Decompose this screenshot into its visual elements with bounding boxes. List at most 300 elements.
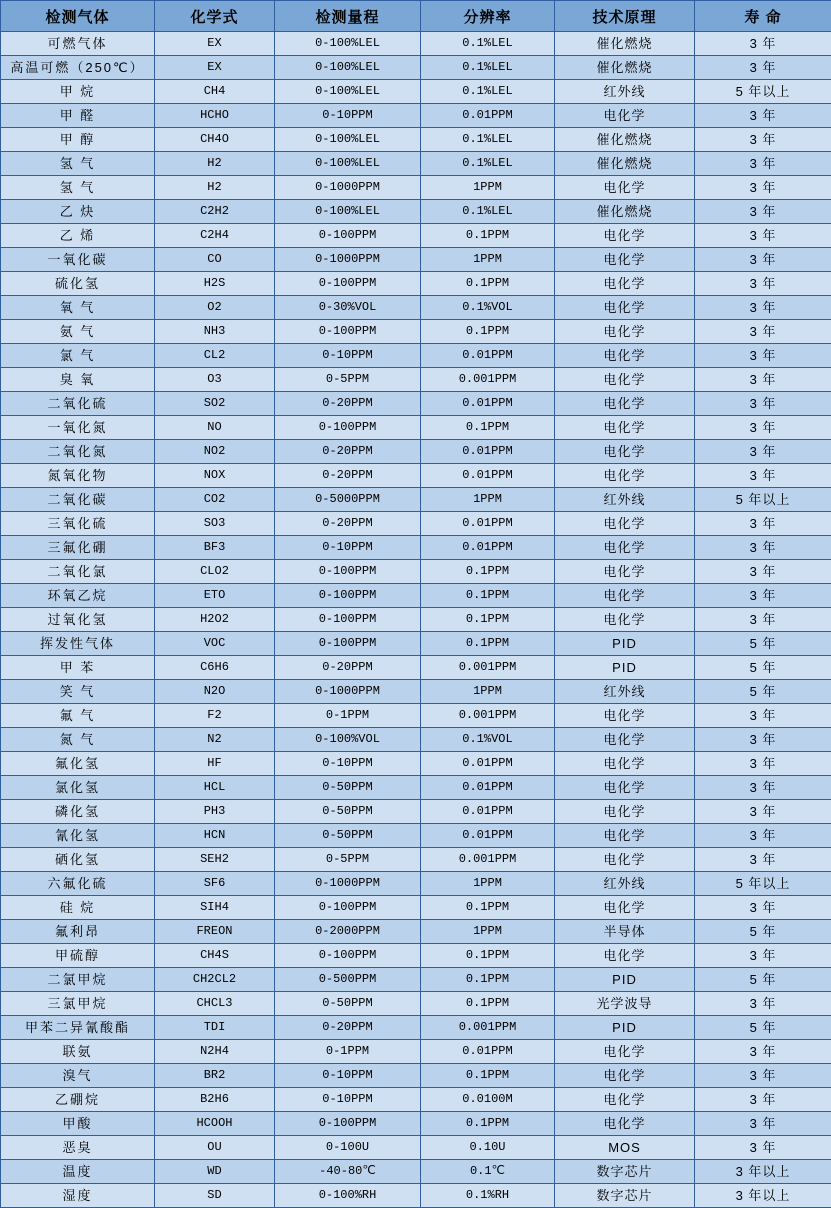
cell-technology: 电化学	[555, 704, 695, 728]
cell-technology: 催化燃烧	[555, 152, 695, 176]
table-row	[1, 32, 831, 56]
cell-technology: 电化学	[555, 1040, 695, 1064]
table-row	[1, 1184, 831, 1208]
cell-detection-range: 0-20PPM	[275, 440, 421, 464]
cell-lifespan: 3 年	[695, 56, 831, 80]
cell-resolution: 0.01PPM	[421, 1040, 555, 1064]
cell-resolution: 1PPM	[421, 176, 555, 200]
cell-lifespan: 3 年	[695, 848, 831, 872]
cell-detection-range: 0-10PPM	[275, 752, 421, 776]
cell-lifespan: 3 年	[695, 1088, 831, 1112]
cell-lifespan: 3 年以上	[695, 1184, 831, 1208]
table-row	[1, 776, 831, 800]
table-row	[1, 1040, 831, 1064]
cell-lifespan: 5 年	[695, 920, 831, 944]
cell-gas-name: 恶臭	[1, 1136, 155, 1160]
cell-technology: 电化学	[555, 1064, 695, 1088]
cell-technology: 红外线	[555, 488, 695, 512]
cell-technology: 电化学	[555, 560, 695, 584]
cell-chemical-formula: FREON	[155, 920, 275, 944]
cell-gas-name: 乙硼烷	[1, 1088, 155, 1112]
table-header-row	[1, 1, 831, 32]
cell-lifespan: 3 年	[695, 368, 831, 392]
cell-resolution: 0.1%LEL	[421, 56, 555, 80]
cell-resolution: 0.10U	[421, 1136, 555, 1160]
cell-chemical-formula: HCOOH	[155, 1112, 275, 1136]
cell-chemical-formula: C6H6	[155, 656, 275, 680]
cell-detection-range: 0-100%LEL	[275, 80, 421, 104]
cell-detection-range: 0-100%LEL	[275, 32, 421, 56]
cell-lifespan: 3 年	[695, 824, 831, 848]
cell-resolution: 0.1%LEL	[421, 200, 555, 224]
cell-lifespan: 3 年	[695, 200, 831, 224]
cell-resolution: 0.01PPM	[421, 752, 555, 776]
cell-technology: 电化学	[555, 824, 695, 848]
cell-chemical-formula: SF6	[155, 872, 275, 896]
cell-resolution: 0.001PPM	[421, 656, 555, 680]
cell-lifespan: 3 年	[695, 776, 831, 800]
table-row	[1, 56, 831, 80]
table-row	[1, 872, 831, 896]
cell-technology: 电化学	[555, 368, 695, 392]
cell-technology: 电化学	[555, 344, 695, 368]
cell-lifespan: 3 年	[695, 512, 831, 536]
cell-chemical-formula: SIH4	[155, 896, 275, 920]
table-row	[1, 1136, 831, 1160]
cell-detection-range: 0-50PPM	[275, 800, 421, 824]
cell-chemical-formula: NO2	[155, 440, 275, 464]
table-row	[1, 992, 831, 1016]
cell-gas-name: 氟利昂	[1, 920, 155, 944]
cell-detection-range: 0-1000PPM	[275, 176, 421, 200]
cell-gas-name: 甲苯二异氰酸酯	[1, 1016, 155, 1040]
cell-technology: 电化学	[555, 272, 695, 296]
cell-detection-range: 0-20PPM	[275, 1016, 421, 1040]
header-resolution: 分辨率	[421, 1, 555, 32]
cell-resolution: 0.1%LEL	[421, 152, 555, 176]
table-row	[1, 104, 831, 128]
cell-technology: 电化学	[555, 392, 695, 416]
cell-lifespan: 3 年	[695, 464, 831, 488]
cell-technology: 电化学	[555, 1112, 695, 1136]
cell-resolution: 0.1PPM	[421, 584, 555, 608]
cell-gas-name: 硫化氢	[1, 272, 155, 296]
cell-resolution: 0.001PPM	[421, 704, 555, 728]
cell-resolution: 0.1PPM	[421, 896, 555, 920]
cell-gas-name: 高温可燃（250℃）	[1, 56, 155, 80]
table-row	[1, 248, 831, 272]
cell-resolution: 0.001PPM	[421, 1016, 555, 1040]
cell-detection-range: 0-10PPM	[275, 536, 421, 560]
cell-chemical-formula: O3	[155, 368, 275, 392]
cell-lifespan: 3 年	[695, 344, 831, 368]
cell-technology: 半导体	[555, 920, 695, 944]
table-row	[1, 80, 831, 104]
table-row	[1, 464, 831, 488]
table-row	[1, 800, 831, 824]
cell-resolution: 0.01PPM	[421, 536, 555, 560]
cell-detection-range: 0-20PPM	[275, 512, 421, 536]
cell-lifespan: 3 年	[695, 392, 831, 416]
cell-resolution: 0.0100M	[421, 1088, 555, 1112]
cell-detection-range: 0-100%VOL	[275, 728, 421, 752]
cell-chemical-formula: CH4S	[155, 944, 275, 968]
cell-gas-name: 二氧化碳	[1, 488, 155, 512]
cell-technology: MOS	[555, 1136, 695, 1160]
cell-resolution: 0.1%VOL	[421, 296, 555, 320]
cell-lifespan: 3 年	[695, 1064, 831, 1088]
cell-chemical-formula: F2	[155, 704, 275, 728]
cell-lifespan: 3 年	[695, 1112, 831, 1136]
cell-technology: 电化学	[555, 464, 695, 488]
cell-lifespan: 3 年	[695, 992, 831, 1016]
table-row	[1, 440, 831, 464]
cell-chemical-formula: OU	[155, 1136, 275, 1160]
cell-chemical-formula: SD	[155, 1184, 275, 1208]
cell-chemical-formula: CO2	[155, 488, 275, 512]
cell-lifespan: 3 年	[695, 1136, 831, 1160]
cell-lifespan: 5 年	[695, 968, 831, 992]
cell-gas-name: 笑 气	[1, 680, 155, 704]
table-header	[1, 1, 831, 32]
cell-detection-range: 0-100%LEL	[275, 152, 421, 176]
cell-chemical-formula: ETO	[155, 584, 275, 608]
table-body	[1, 32, 831, 1208]
cell-detection-range: 0-100PPM	[275, 1112, 421, 1136]
cell-resolution: 0.01PPM	[421, 464, 555, 488]
cell-resolution: 0.1PPM	[421, 944, 555, 968]
cell-detection-range: 0-100PPM	[275, 896, 421, 920]
cell-gas-name: 可燃气体	[1, 32, 155, 56]
cell-technology: 催化燃烧	[555, 128, 695, 152]
table-row	[1, 704, 831, 728]
cell-chemical-formula: CHCL3	[155, 992, 275, 1016]
cell-technology: 电化学	[555, 584, 695, 608]
cell-detection-range: 0-50PPM	[275, 824, 421, 848]
cell-gas-name: 硅 烷	[1, 896, 155, 920]
cell-detection-range: 0-100PPM	[275, 224, 421, 248]
cell-lifespan: 3 年	[695, 440, 831, 464]
table-row	[1, 488, 831, 512]
cell-technology: 电化学	[555, 296, 695, 320]
cell-lifespan: 3 年	[695, 296, 831, 320]
cell-resolution: 1PPM	[421, 248, 555, 272]
table-row	[1, 1016, 831, 1040]
cell-resolution: 0.1%LEL	[421, 80, 555, 104]
cell-technology: PID	[555, 1016, 695, 1040]
cell-gas-name: 甲 醇	[1, 128, 155, 152]
cell-gas-name: 二氧化氮	[1, 440, 155, 464]
table-row	[1, 752, 831, 776]
cell-lifespan: 3 年	[695, 32, 831, 56]
cell-chemical-formula: PH3	[155, 800, 275, 824]
cell-lifespan: 3 年	[695, 608, 831, 632]
cell-gas-name: 湿度	[1, 1184, 155, 1208]
header-detection-range: 检测量程	[275, 1, 421, 32]
cell-resolution: 0.1PPM	[421, 608, 555, 632]
cell-technology: 电化学	[555, 800, 695, 824]
cell-detection-range: 0-10PPM	[275, 344, 421, 368]
cell-detection-range: 0-100%LEL	[275, 200, 421, 224]
cell-resolution: 0.01PPM	[421, 800, 555, 824]
cell-lifespan: 3 年	[695, 896, 831, 920]
cell-lifespan: 3 年	[695, 728, 831, 752]
cell-resolution: 0.1%LEL	[421, 32, 555, 56]
cell-gas-name: 六氟化硫	[1, 872, 155, 896]
table-row	[1, 296, 831, 320]
table-row	[1, 968, 831, 992]
cell-technology: 电化学	[555, 608, 695, 632]
cell-technology: 电化学	[555, 176, 695, 200]
cell-gas-name: 一氧化氮	[1, 416, 155, 440]
cell-chemical-formula: H2	[155, 152, 275, 176]
cell-resolution: 0.1%RH	[421, 1184, 555, 1208]
table-row	[1, 320, 831, 344]
cell-lifespan: 3 年	[695, 176, 831, 200]
cell-technology: 电化学	[555, 440, 695, 464]
cell-chemical-formula: H2	[155, 176, 275, 200]
cell-resolution: 0.1PPM	[421, 992, 555, 1016]
header-gas-name: 检测气体	[1, 1, 155, 32]
header-lifespan: 寿 命	[695, 1, 831, 32]
cell-gas-name: 氧 气	[1, 296, 155, 320]
table-row	[1, 1112, 831, 1136]
cell-resolution: 0.1PPM	[421, 632, 555, 656]
cell-lifespan: 3 年	[695, 560, 831, 584]
table-row	[1, 272, 831, 296]
cell-detection-range: 0-10PPM	[275, 1088, 421, 1112]
cell-gas-name: 一氧化碳	[1, 248, 155, 272]
cell-chemical-formula: BR2	[155, 1064, 275, 1088]
cell-chemical-formula: N2H4	[155, 1040, 275, 1064]
cell-lifespan: 3 年	[695, 272, 831, 296]
cell-resolution: 0.1PPM	[421, 416, 555, 440]
table-row	[1, 728, 831, 752]
cell-lifespan: 3 年	[695, 536, 831, 560]
cell-resolution: 1PPM	[421, 920, 555, 944]
cell-chemical-formula: NH3	[155, 320, 275, 344]
cell-detection-range: 0-1000PPM	[275, 680, 421, 704]
cell-detection-range: 0-2000PPM	[275, 920, 421, 944]
cell-technology: 电化学	[555, 728, 695, 752]
cell-technology: 电化学	[555, 224, 695, 248]
cell-detection-range: 0-100PPM	[275, 320, 421, 344]
cell-resolution: 1PPM	[421, 872, 555, 896]
cell-lifespan: 5 年	[695, 680, 831, 704]
cell-gas-name: 氰化氢	[1, 824, 155, 848]
cell-resolution: 0.01PPM	[421, 776, 555, 800]
cell-chemical-formula: HCL	[155, 776, 275, 800]
cell-technology: 电化学	[555, 248, 695, 272]
cell-resolution: 0.1%VOL	[421, 728, 555, 752]
cell-detection-range: 0-500PPM	[275, 968, 421, 992]
cell-detection-range: -40-80℃	[275, 1160, 421, 1184]
cell-resolution: 0.1PPM	[421, 1112, 555, 1136]
cell-lifespan: 5 年	[695, 1016, 831, 1040]
cell-gas-name: 甲 苯	[1, 656, 155, 680]
table-row	[1, 656, 831, 680]
cell-resolution: 0.1PPM	[421, 224, 555, 248]
cell-resolution: 0.1%LEL	[421, 128, 555, 152]
table-row	[1, 200, 831, 224]
cell-technology: 催化燃烧	[555, 32, 695, 56]
cell-technology: 电化学	[555, 512, 695, 536]
cell-lifespan: 3 年	[695, 248, 831, 272]
cell-chemical-formula: CL2	[155, 344, 275, 368]
table-row	[1, 392, 831, 416]
cell-lifespan: 5 年	[695, 632, 831, 656]
table-row	[1, 1064, 831, 1088]
cell-chemical-formula: CH4	[155, 80, 275, 104]
cell-technology: 数字芯片	[555, 1160, 695, 1184]
cell-gas-name: 磷化氢	[1, 800, 155, 824]
cell-lifespan: 3 年	[695, 1040, 831, 1064]
cell-technology: 电化学	[555, 752, 695, 776]
cell-gas-name: 三氯甲烷	[1, 992, 155, 1016]
cell-detection-range: 0-20PPM	[275, 392, 421, 416]
cell-technology: 光学波导	[555, 992, 695, 1016]
cell-chemical-formula: BF3	[155, 536, 275, 560]
cell-detection-range: 0-100PPM	[275, 944, 421, 968]
table-row	[1, 512, 831, 536]
table-row	[1, 1088, 831, 1112]
cell-resolution: 0.1PPM	[421, 968, 555, 992]
cell-detection-range: 0-100PPM	[275, 608, 421, 632]
cell-technology: PID	[555, 656, 695, 680]
cell-chemical-formula: SO2	[155, 392, 275, 416]
cell-chemical-formula: SEH2	[155, 848, 275, 872]
cell-gas-name: 甲硫醇	[1, 944, 155, 968]
cell-resolution: 0.01PPM	[421, 512, 555, 536]
cell-resolution: 0.01PPM	[421, 344, 555, 368]
cell-technology: 红外线	[555, 80, 695, 104]
cell-gas-name: 氯化氢	[1, 776, 155, 800]
cell-technology: 电化学	[555, 944, 695, 968]
cell-gas-name: 甲 醛	[1, 104, 155, 128]
cell-gas-name: 挥发性气体	[1, 632, 155, 656]
cell-detection-range: 0-100%LEL	[275, 128, 421, 152]
table-row	[1, 152, 831, 176]
table-row	[1, 368, 831, 392]
cell-technology: 电化学	[555, 848, 695, 872]
cell-gas-name: 二氧化硫	[1, 392, 155, 416]
cell-gas-name: 臭 氧	[1, 368, 155, 392]
cell-chemical-formula: CH2CL2	[155, 968, 275, 992]
cell-technology: PID	[555, 968, 695, 992]
cell-chemical-formula: C2H2	[155, 200, 275, 224]
cell-detection-range: 0-100PPM	[275, 560, 421, 584]
cell-technology: 红外线	[555, 872, 695, 896]
cell-chemical-formula: C2H4	[155, 224, 275, 248]
cell-gas-name: 三氧化硫	[1, 512, 155, 536]
cell-lifespan: 3 年	[695, 224, 831, 248]
header-technology: 技术原理	[555, 1, 695, 32]
table-row	[1, 848, 831, 872]
cell-detection-range: 0-100PPM	[275, 416, 421, 440]
cell-detection-range: 0-1000PPM	[275, 872, 421, 896]
cell-resolution: 0.1PPM	[421, 272, 555, 296]
cell-detection-range: 0-10PPM	[275, 1064, 421, 1088]
cell-gas-name: 乙 烯	[1, 224, 155, 248]
cell-gas-name: 硒化氢	[1, 848, 155, 872]
cell-technology: 电化学	[555, 1088, 695, 1112]
cell-detection-range: 0-100U	[275, 1136, 421, 1160]
cell-technology: 电化学	[555, 536, 695, 560]
table-row	[1, 680, 831, 704]
cell-chemical-formula: VOC	[155, 632, 275, 656]
cell-chemical-formula: H2O2	[155, 608, 275, 632]
cell-chemical-formula: CLO2	[155, 560, 275, 584]
cell-lifespan: 5 年以上	[695, 872, 831, 896]
cell-technology: 催化燃烧	[555, 200, 695, 224]
cell-gas-name: 二氯甲烷	[1, 968, 155, 992]
cell-gas-name: 温度	[1, 1160, 155, 1184]
cell-detection-range: 0-20PPM	[275, 464, 421, 488]
cell-gas-name: 氮 气	[1, 728, 155, 752]
cell-gas-name: 氯 气	[1, 344, 155, 368]
cell-technology: 电化学	[555, 416, 695, 440]
cell-chemical-formula: EX	[155, 32, 275, 56]
cell-lifespan: 5 年以上	[695, 488, 831, 512]
table-row	[1, 128, 831, 152]
cell-technology: 电化学	[555, 896, 695, 920]
table-row	[1, 944, 831, 968]
cell-technology: 电化学	[555, 320, 695, 344]
cell-lifespan: 5 年以上	[695, 80, 831, 104]
cell-gas-name: 二氧化氯	[1, 560, 155, 584]
cell-chemical-formula: HCN	[155, 824, 275, 848]
cell-resolution: 0.1PPM	[421, 560, 555, 584]
cell-chemical-formula: TDI	[155, 1016, 275, 1040]
cell-chemical-formula: WD	[155, 1160, 275, 1184]
cell-gas-name: 环氧乙烷	[1, 584, 155, 608]
cell-lifespan: 3 年	[695, 752, 831, 776]
cell-detection-range: 0-5PPM	[275, 368, 421, 392]
table-row	[1, 584, 831, 608]
cell-detection-range: 0-1PPM	[275, 1040, 421, 1064]
cell-detection-range: 0-100PPM	[275, 272, 421, 296]
cell-lifespan: 3 年	[695, 584, 831, 608]
cell-gas-name: 三氟化硼	[1, 536, 155, 560]
cell-detection-range: 0-20PPM	[275, 656, 421, 680]
table-row	[1, 896, 831, 920]
cell-chemical-formula: O2	[155, 296, 275, 320]
cell-resolution: 0.001PPM	[421, 848, 555, 872]
cell-chemical-formula: H2S	[155, 272, 275, 296]
table-row	[1, 632, 831, 656]
cell-resolution: 1PPM	[421, 488, 555, 512]
table-row	[1, 920, 831, 944]
cell-detection-range: 0-50PPM	[275, 992, 421, 1016]
cell-detection-range: 0-5000PPM	[275, 488, 421, 512]
cell-gas-name: 氮氧化物	[1, 464, 155, 488]
cell-lifespan: 3 年	[695, 416, 831, 440]
cell-lifespan: 5 年	[695, 656, 831, 680]
cell-lifespan: 3 年	[695, 152, 831, 176]
cell-chemical-formula: B2H6	[155, 1088, 275, 1112]
cell-chemical-formula: SO3	[155, 512, 275, 536]
cell-technology: 电化学	[555, 776, 695, 800]
cell-resolution: 0.01PPM	[421, 392, 555, 416]
cell-gas-name: 氟 气	[1, 704, 155, 728]
cell-detection-range: 0-30%VOL	[275, 296, 421, 320]
cell-chemical-formula: NO	[155, 416, 275, 440]
cell-detection-range: 0-100%LEL	[275, 56, 421, 80]
cell-technology: 催化燃烧	[555, 56, 695, 80]
cell-lifespan: 3 年	[695, 704, 831, 728]
cell-resolution: 0.1℃	[421, 1160, 555, 1184]
cell-gas-name: 氢 气	[1, 152, 155, 176]
